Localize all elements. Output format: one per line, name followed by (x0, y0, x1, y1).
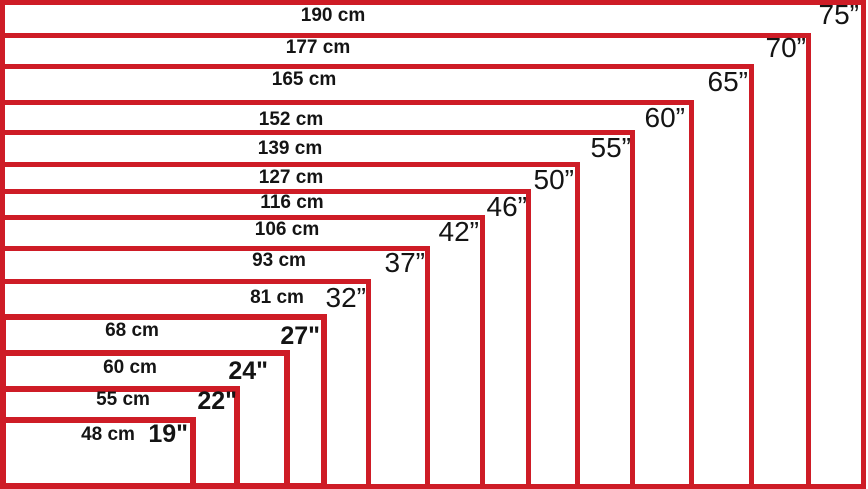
width-cm-label-46in: 116 cm (260, 192, 324, 213)
diagonal-inch-label-37in: 37” (384, 247, 425, 278)
diagonal-inch-label-55in: 55” (590, 132, 631, 163)
width-cm-label-55in: 139 cm (257, 138, 323, 159)
width-cm-label-65in: 165 cm (271, 69, 337, 90)
diagonal-inch-label-32in: 32” (325, 282, 366, 313)
width-cm-label-19in: 48 cm (81, 424, 135, 445)
width-cm-label-24in: 60 cm (103, 357, 157, 378)
diagonal-inch-label-46in: 46” (486, 191, 527, 222)
diagonal-inch-label-42in: 42” (438, 216, 479, 247)
width-cm-label-22in: 55 cm (96, 389, 150, 410)
width-cm-label-50in: 127 cm (258, 167, 324, 188)
diagonal-inch-label-50in: 50” (533, 164, 574, 195)
width-cm-label-75in: 190 cm (300, 5, 366, 26)
diagonal-inch-label-22in: 22" (197, 387, 237, 415)
diagonal-inch-label-70in: 70” (765, 32, 806, 63)
width-cm-label-32in: 81 cm (250, 287, 304, 308)
diagonal-inch-label-65in: 65” (707, 66, 748, 97)
diagonal-inch-label-75in: 75” (818, 0, 859, 30)
diagonal-inch-label-19in: 19" (148, 420, 188, 448)
diagonal-inch-label-24in: 24" (228, 357, 268, 385)
diagonal-inch-label-60in: 60” (644, 102, 685, 133)
width-cm-label-37in: 93 cm (252, 250, 306, 271)
width-cm-label-70in: 177 cm (285, 37, 351, 58)
diagonal-inch-label-27in: 27" (280, 322, 320, 350)
width-cm-label-60in: 152 cm (258, 109, 324, 130)
width-cm-label-42in: 106 cm (254, 219, 320, 240)
width-cm-label-27in: 68 cm (105, 320, 159, 341)
